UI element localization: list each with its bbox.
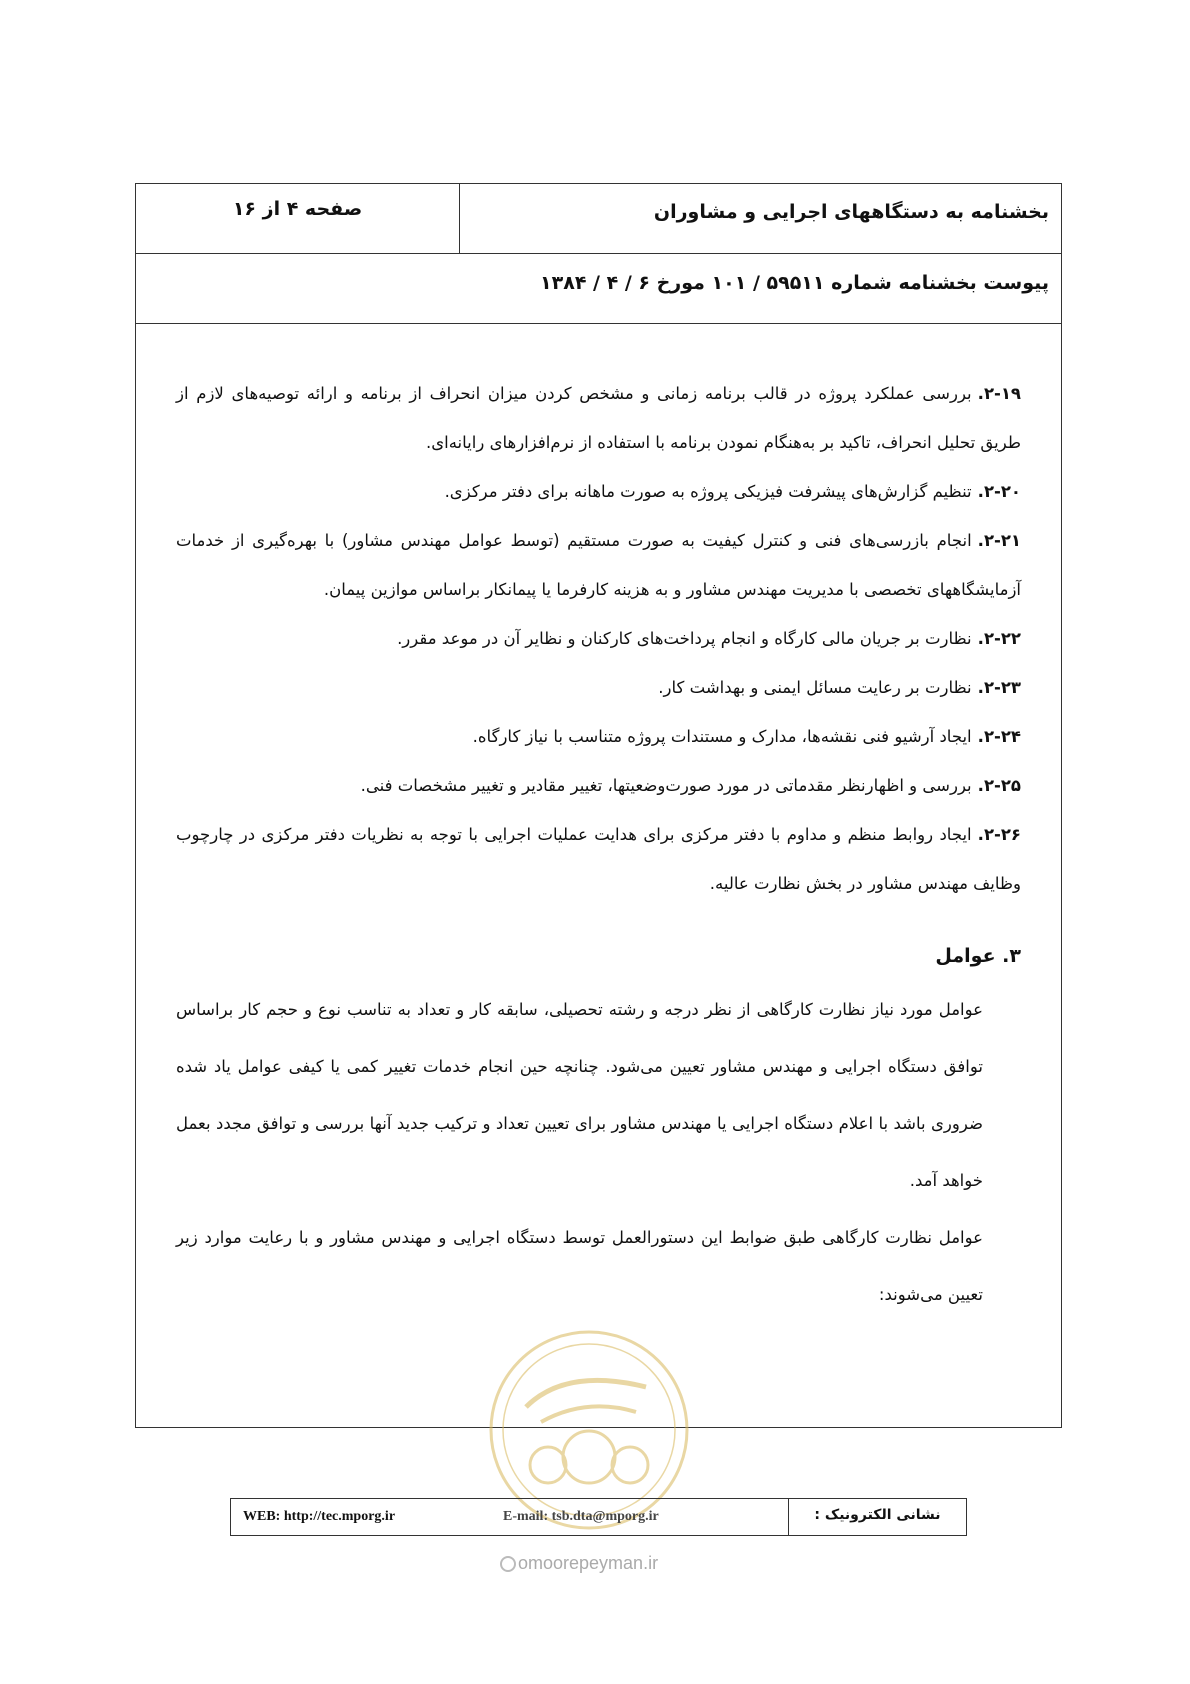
item-text: ایجاد روابط منظم و مداوم با دفتر مرکزی برای هدایت عملیات اجرایی با توجه به نظریات دفتر مرکزی در چارچوب وظایف مهندس مشاور در بخش نظارت عالیه. <box>176 825 1021 893</box>
list-item <box>176 712 1021 761</box>
footer-box <box>230 1498 967 1536</box>
item-number: ۲-۲۴. <box>977 727 1021 746</box>
item-number: ۲-۲۵. <box>977 776 1021 795</box>
document-body <box>176 369 1021 1323</box>
item-text: نظارت بر رعایت مسائل ایمنی و بهداشت کار. <box>658 678 972 697</box>
item-text: بررسی و اظهارنظر مقدماتی در مورد صورت‌وضعیتها، تغییر مقادیر و تغییر مشخصات فنی. <box>360 776 972 795</box>
item-number: ۲-۲۱. <box>977 531 1021 550</box>
item-text: نظارت بر جریان مالی کارگاه و انجام پرداخت‌های کارکنان و نظایر آن در موعد مقرر. <box>397 629 972 648</box>
footer-email: E-mail: tsb.dta@mporg.ir <box>503 1509 659 1524</box>
page-number: صفحه ۴ از ۱۶ <box>232 198 363 220</box>
site-url: omoorepeyman.ir <box>518 1553 659 1573</box>
item-number: ۲-۲۲. <box>977 629 1021 648</box>
item-list <box>176 369 1021 908</box>
list-item <box>176 761 1021 810</box>
section-paragraph-2: عوامل نظارت کارگاهی طبق ضوابط این دستورالعمل توسط دستگاه اجرایی و مهندس مشاور و با رعایت موارد زیر تعیین می‌شوند: <box>176 1228 983 1304</box>
list-item <box>176 810 1021 908</box>
section-title: ۳. عوامل <box>935 945 1021 967</box>
list-item <box>176 467 1021 516</box>
list-item <box>176 614 1021 663</box>
item-number: ۲-۲۰. <box>977 482 1021 501</box>
site-logo-icon <box>500 1556 516 1572</box>
list-item <box>176 369 1021 467</box>
list-item <box>176 663 1021 712</box>
section-paragraph-1: عوامل مورد نیاز نظارت کارگاهی از نظر درجه و رشته تحصیلی، سابقه کار و تعداد به تناسب نوع و حجم کار براساس توافق دستگاه اجرایی و مهندس مشاور تعیین می‌شود. چنانچه حین انجام خدمات تغییر کمی یا کیفی عوامل یاد شده ضروری باشد با اعلام دستگاه اجرایی یا مهندس مشاور برای تعیین تعداد و ترکیب جدید آنها بررسی و توافق مجدد بعمل خواهد آمد. <box>176 1000 983 1190</box>
document-frame <box>135 183 1062 1428</box>
site-watermark <box>500 1553 658 1574</box>
header-row <box>136 184 1061 254</box>
item-text: تنظیم گزارش‌های پیشرفت فیزیکی پروژه به صورت ماهانه برای دفتر مرکزی. <box>444 482 972 501</box>
item-text: ایجاد آرشیو فنی نقشه‌ها، مدارک و مستندات پروژه متناسب با نیاز کارگاه. <box>472 727 972 746</box>
document-title: بخشنامه به دستگاههای اجرایی و مشاوران <box>459 184 1061 253</box>
item-number: ۲-۱۹. <box>977 384 1021 403</box>
footer-web: WEB: http://tec.mporg.ir <box>243 1509 396 1524</box>
list-item <box>176 516 1021 614</box>
item-text: انجام بازرسی‌های فنی و کنترل کیفیت به صورت مستقیم (توسط عوامل مهندس مشاور) با بهره‌گیری از خدمات آزمایشگاههای تخصصی با مدیریت مهندس مشاور و به هزینه کارفرما یا پیمانکار براساس موازین پیمان. <box>176 531 1021 599</box>
document-subtitle: پیوست بخشنامه شماره ۵۹۵۱۱ / ۱۰۱ مورخ ۶ / ۴ / ۱۳۸۴ <box>136 254 1061 324</box>
item-number: ۲-۲۳. <box>977 678 1021 697</box>
item-text: بررسی عملکرد پروژه در قالب برنامه زمانی و مشخص کردن میزان انحراف از برنامه و ارائه توصیه‌های لازم از طریق تحلیل انحراف، تاکید بر به‌هنگام نمودن برنامه با استفاده از نرم‌افزارهای رایانه‌ای. <box>176 384 1021 452</box>
item-number: ۲-۲۶. <box>977 825 1021 844</box>
footer-label: نشانی الکترونیک : <box>788 1499 966 1535</box>
